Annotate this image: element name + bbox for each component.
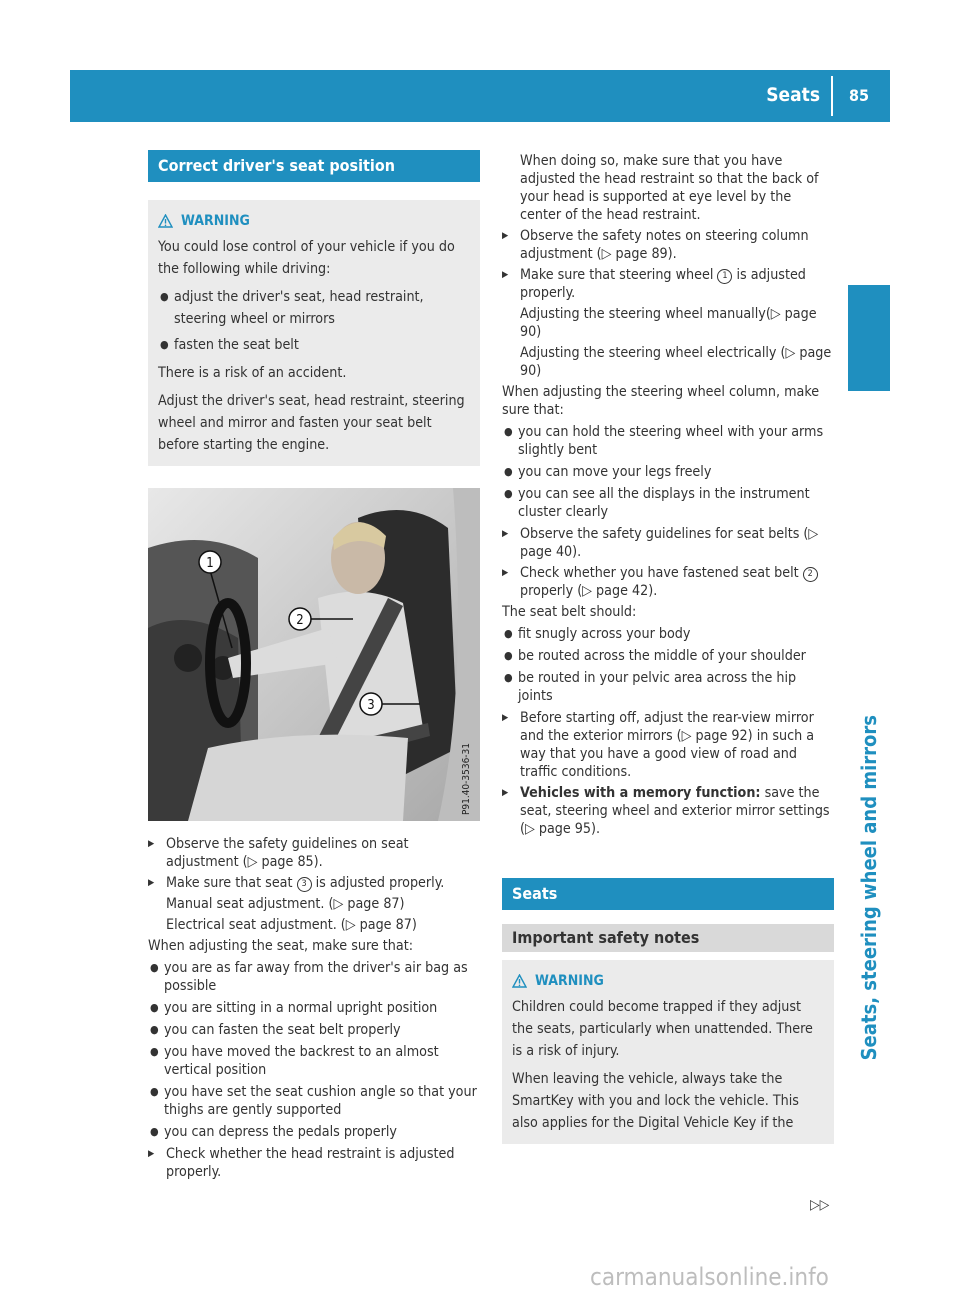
list-item-text: you have set the seat cushion angle so that your thighs are gently supported (164, 1084, 477, 1118)
step-text: Make sure that seat (166, 875, 297, 891)
instruction-step (502, 784, 834, 838)
callout-number-icon: 3 (297, 877, 312, 892)
instruction-step (502, 266, 834, 302)
warning-bullet-text: fasten the seat belt (174, 337, 299, 353)
step-text: Make sure that steering wheel (520, 267, 718, 283)
callout-2: 2 (296, 613, 304, 628)
steering-check-list (502, 423, 834, 521)
bullet-icon: ● (504, 649, 513, 662)
warning-header (158, 212, 470, 230)
list-item (148, 1021, 480, 1039)
warning-text: Children could become trapped if they adjust the seats, particularly when unattended. There is a risk of injury. (512, 999, 813, 1059)
bullet-icon: ● (150, 1001, 159, 1014)
step-text: Observe the safety notes on steering column adjustment (▷ page 89). (520, 228, 809, 262)
warning-risk: There is a risk of an accident. (158, 365, 347, 381)
warning-bullet (158, 286, 470, 330)
bullet-icon: ● (504, 465, 513, 478)
list-item-text: you can depress the pedals properly (164, 1124, 397, 1140)
callout-1: 1 (206, 556, 214, 571)
bullet-icon: ● (160, 338, 169, 351)
step-text: is adjusted properly. (311, 875, 445, 891)
driver-seat-figure (148, 488, 480, 821)
list-item-text: be routed in your pelvic area across the hip joints (518, 670, 797, 704)
list-item-text: you can move your legs freely (518, 464, 712, 480)
list-item (148, 1083, 480, 1119)
list-item (148, 959, 480, 995)
warning-box-children (502, 960, 834, 1144)
warning-header (512, 972, 824, 990)
step-text: Check whether you have fastened seat belt (520, 565, 803, 581)
warning-intro: You could lose control of your vehicle if you do the following while driving: (158, 239, 455, 277)
left-column (148, 150, 480, 1184)
instruction-step (502, 227, 834, 263)
instruction-step (148, 874, 480, 892)
paragraph: When adjusting the seat, make sure that: (148, 938, 414, 954)
list-item (502, 463, 834, 481)
list-item-text: you can see all the displays in the instrument cluster clearly (518, 486, 810, 520)
warning-triangle-icon (158, 214, 173, 228)
seat-check-list (148, 959, 480, 1141)
list-item-text: you are sitting in a normal upright position (164, 1000, 438, 1016)
link-electrical-steering[interactable]: Adjusting the steering wheel electrically (▷ page 90) (520, 345, 832, 379)
bullet-icon: ● (150, 1125, 159, 1138)
page-number: 85 (849, 86, 870, 105)
list-item (502, 669, 834, 705)
step-text: Observe the safety guidelines for seat belts (▷ page 40). (520, 526, 819, 560)
section-heading-correct-seat: Correct driver's seat position (148, 150, 480, 182)
warning-box-driving (148, 200, 480, 466)
callout-number-icon: 2 (803, 567, 818, 582)
header-separator (831, 76, 833, 116)
step-text: save the seat, steering wheel and exterior mirror settings (▷ page 95). (520, 785, 830, 837)
chapter-tab-marker (848, 285, 890, 391)
step-text: is adjusted properly. (520, 267, 806, 301)
continued-arrow-icon: ▷▷ (810, 1197, 830, 1213)
chapter-side-label: Seats, steering wheel and mirrors (857, 714, 881, 1060)
bullet-icon: ● (504, 487, 513, 500)
step-text: properly (▷ page 42). (520, 583, 658, 599)
list-item (502, 625, 834, 643)
list-item-text: you can hold the steering wheel with your arms slightly bent (518, 424, 824, 458)
step-text: Check whether the head restraint is adjusted properly. (166, 1146, 455, 1180)
bullet-icon: ● (504, 671, 513, 684)
callout-number-icon: 1 (717, 269, 732, 284)
warning-bullet (158, 334, 470, 356)
belt-check-list (502, 625, 834, 705)
page-header (70, 70, 890, 122)
instruction-step (502, 709, 834, 781)
instruction-step (502, 525, 834, 561)
bullet-icon: ● (150, 1085, 159, 1098)
list-item (148, 1123, 480, 1141)
warning-label: WARNING (535, 973, 604, 989)
bullet-icon: ● (150, 1045, 159, 1058)
bullet-icon: ● (504, 425, 513, 438)
warning-text: When leaving the vehicle, always take the SmartKey with you and lock the vehicle. This also applies for the Digital Vehicle Key if the (512, 1071, 799, 1131)
instruction-step (148, 1145, 480, 1181)
figure-code: P91.40-3536-31 (461, 742, 472, 815)
warning-advice: Adjust the driver's seat, head restraint, steering wheel and mirror and fasten your seat belt before starting the engine. (158, 393, 465, 453)
paragraph: When doing so, make sure that you have adjusted the head restraint so that the back of your head is supported at eye level by the center of the head restraint. (520, 153, 819, 223)
bullet-icon: ● (150, 1023, 159, 1036)
warning-triangle-icon (512, 974, 527, 988)
step-text: Before starting off, adjust the rear-view mirror and the exterior mirrors (▷ page 92) in such a way that you have a good view of road and traffic conditions. (520, 710, 815, 780)
section-heading-seats: Seats (502, 878, 834, 910)
list-item-text: fit snugly across your body (518, 626, 691, 642)
warning-bullet-text: adjust the driver's seat, head restraint, steering wheel or mirrors (174, 289, 424, 327)
bullet-icon: ● (504, 627, 513, 640)
list-item (148, 1043, 480, 1079)
bullet-icon: ● (160, 290, 169, 303)
list-item-text: be routed across the middle of your shoulder (518, 648, 806, 664)
step-bold-text: Vehicles with a memory function: (520, 785, 761, 801)
list-item (502, 423, 834, 459)
right-column (502, 152, 834, 1144)
watermark: carmanualsonline.info (590, 1263, 829, 1291)
callout-3: 3 (367, 698, 375, 713)
header-section-title: Seats (766, 84, 820, 106)
warning-bullet-list (158, 286, 470, 356)
bullet-icon: ● (150, 961, 159, 974)
warning-label: WARNING (181, 213, 250, 229)
paragraph: The seat belt should: (502, 604, 637, 620)
list-item-text: you can fasten the seat belt properly (164, 1022, 401, 1038)
list-item (502, 485, 834, 521)
link-electrical-seat[interactable]: Electrical seat adjustment. (▷ page 87) (166, 917, 417, 933)
link-manual-seat[interactable]: Manual seat adjustment. (▷ page 87) (166, 896, 405, 912)
instruction-step (148, 835, 480, 871)
paragraph: When adjusting the steering wheel column, make sure that: (502, 384, 820, 418)
list-item (502, 647, 834, 665)
subheading-safety-notes: Important safety notes (502, 924, 834, 952)
chapter-side-title (847, 400, 891, 1060)
link-manual-steering[interactable]: Adjusting the steering wheel manually(▷ page 90) (520, 306, 817, 340)
list-item-text: you have moved the backrest to an almost vertical position (164, 1044, 439, 1078)
list-item-text: you are as far away from the driver's air bag as possible (164, 960, 468, 994)
driver-seat-illustration (148, 488, 480, 821)
step-text: Observe the safety guidelines on seat adjustment (▷ page 85). (166, 836, 409, 870)
list-item (148, 999, 480, 1017)
instruction-step (502, 564, 834, 600)
